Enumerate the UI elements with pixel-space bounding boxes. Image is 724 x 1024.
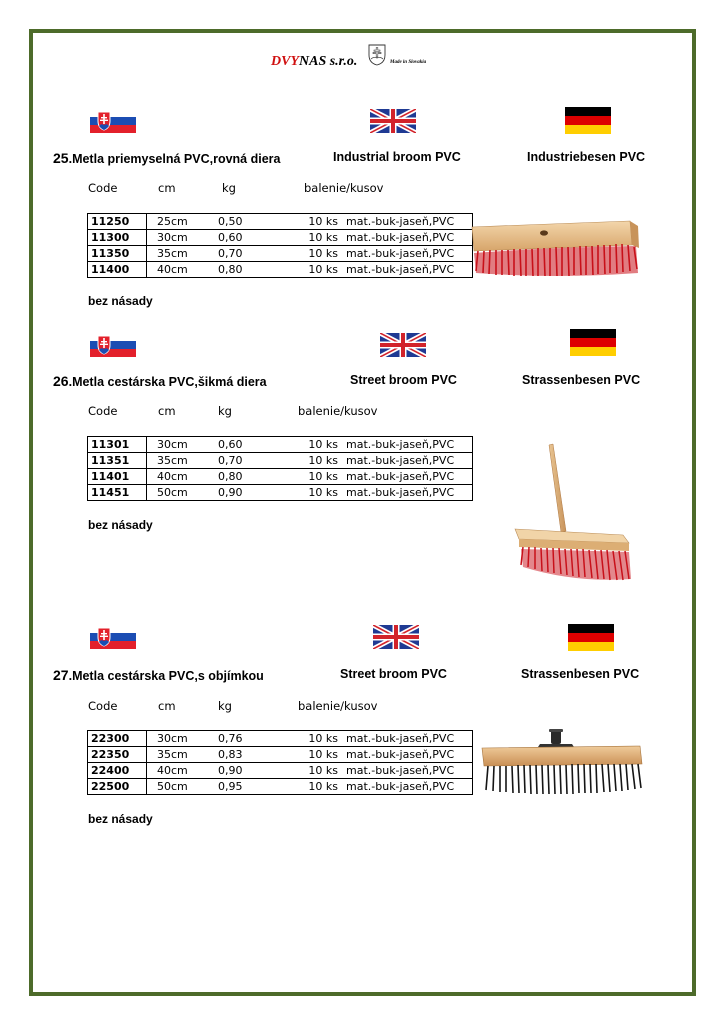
german-flag-icon xyxy=(570,329,616,356)
product-length: 35cm xyxy=(147,747,219,763)
product-weight: 0,60 xyxy=(218,437,278,453)
product-title-en: Street broom PVC xyxy=(340,667,447,681)
table-row xyxy=(88,262,473,278)
product-weight: 0,70 xyxy=(218,453,278,469)
table-row xyxy=(88,453,473,469)
product-title-sk: 26.Metla cestárska PVC,šikmá diera xyxy=(53,373,267,389)
product-length: 35cm xyxy=(147,453,219,469)
product-title-de: Strassenbesen PVC xyxy=(521,667,640,681)
product-weight: 0,76 xyxy=(218,731,278,747)
product-weight: 0,80 xyxy=(218,262,278,278)
product-code: 11451 xyxy=(88,485,147,501)
col-kg: kg xyxy=(222,181,236,195)
col-kg: kg xyxy=(218,404,232,418)
uk-flag-icon xyxy=(370,109,416,133)
note-no-handle: bez násady xyxy=(88,294,153,308)
product-code: 22400 xyxy=(88,763,147,779)
product-title-en: Industrial broom PVC xyxy=(333,150,461,164)
pack-quantity: 10 ks xyxy=(278,731,346,747)
product-weight: 0,80 xyxy=(218,469,278,485)
pack-quantity: 10 ks xyxy=(278,453,346,469)
col-code: Code xyxy=(88,181,118,195)
product-table-25 xyxy=(87,213,473,278)
product-code: 11301 xyxy=(88,437,147,453)
german-flag-icon xyxy=(565,107,611,134)
product-code: 11350 xyxy=(88,246,147,262)
col-pack: balenie/kusov xyxy=(298,699,378,713)
product-code: 22500 xyxy=(88,779,147,795)
product-material: mat.-buk-jaseň,PVC xyxy=(346,246,473,262)
note-no-handle: bez násady xyxy=(88,812,153,826)
product-length: 30cm xyxy=(147,230,219,246)
pack-quantity: 10 ks xyxy=(278,214,346,230)
col-pack: balenie/kusov xyxy=(304,181,384,195)
product-material: mat.-buk-jaseň,PVC xyxy=(346,731,473,747)
street-broom-with-handle-image xyxy=(505,443,640,588)
slovak-flag-icon xyxy=(90,333,136,357)
pack-quantity: 10 ks xyxy=(278,485,346,501)
slovak-flag-icon xyxy=(90,625,136,649)
col-cm: cm xyxy=(158,404,176,418)
table-row xyxy=(88,469,473,485)
product-material: mat.-buk-jaseň,PVC xyxy=(346,779,473,795)
pack-quantity: 10 ks xyxy=(278,763,346,779)
product-title-de: Strassenbesen PVC xyxy=(522,373,641,387)
col-pack: balenie/kusov xyxy=(298,404,378,418)
table-row xyxy=(88,747,473,763)
table-row xyxy=(88,246,473,262)
uk-flag-icon xyxy=(380,333,426,357)
product-material: mat.-buk-jaseň,PVC xyxy=(346,262,473,278)
product-length: 40cm xyxy=(147,469,219,485)
product-table-27 xyxy=(87,730,473,795)
product-weight: 0,70 xyxy=(218,246,278,262)
col-cm: cm xyxy=(158,699,176,713)
product-material: mat.-buk-jaseň,PVC xyxy=(346,485,473,501)
product-length: 30cm xyxy=(147,437,219,453)
made-in-label: Made in Slovakia xyxy=(390,60,427,65)
col-code: Code xyxy=(88,404,118,418)
product-material: mat.-buk-jaseň,PVC xyxy=(346,747,473,763)
product-table-26 xyxy=(87,436,473,501)
pack-quantity: 10 ks xyxy=(278,230,346,246)
product-title-sk: 25.Metla priemyselná PVC,rovná diera xyxy=(53,150,281,166)
slovak-flag-icon xyxy=(90,109,136,133)
col-cm: cm xyxy=(158,181,176,195)
pack-quantity: 10 ks xyxy=(278,779,346,795)
industrial-broom-image xyxy=(468,213,643,281)
product-length: 50cm xyxy=(147,485,219,501)
table-row xyxy=(88,485,473,501)
product-code: 22350 xyxy=(88,747,147,763)
product-code: 11250 xyxy=(88,214,147,230)
coat-of-arms-icon xyxy=(368,44,386,66)
product-length: 25cm xyxy=(147,214,219,230)
product-weight: 0,60 xyxy=(218,230,278,246)
product-material: mat.-buk-jaseň,PVC xyxy=(346,230,473,246)
table-row xyxy=(88,230,473,246)
page-header xyxy=(0,44,724,74)
product-material: mat.-buk-jaseň,PVC xyxy=(346,469,473,485)
product-length: 50cm xyxy=(147,779,219,795)
pack-quantity: 10 ks xyxy=(278,437,346,453)
table-row xyxy=(88,214,473,230)
table-row xyxy=(88,731,473,747)
product-title-de: Industriebesen PVC xyxy=(527,150,646,164)
pack-quantity: 10 ks xyxy=(278,262,346,278)
brand-name: DVYNAS s.r.o. xyxy=(271,54,358,69)
product-code: 11401 xyxy=(88,469,147,485)
table-row xyxy=(88,763,473,779)
table-row xyxy=(88,779,473,795)
col-kg: kg xyxy=(218,699,232,713)
product-weight: 0,50 xyxy=(218,214,278,230)
product-length: 40cm xyxy=(147,763,219,779)
product-weight: 0,90 xyxy=(218,763,278,779)
product-weight: 0,83 xyxy=(218,747,278,763)
product-length: 35cm xyxy=(147,246,219,262)
german-flag-icon xyxy=(568,624,614,651)
table-row xyxy=(88,437,473,453)
product-material: mat.-buk-jaseň,PVC xyxy=(346,214,473,230)
pack-quantity: 10 ks xyxy=(278,469,346,485)
product-weight: 0,95 xyxy=(218,779,278,795)
pack-quantity: 10 ks xyxy=(278,747,346,763)
street-broom-with-socket-image xyxy=(480,728,645,798)
product-title-en: Street broom PVC xyxy=(350,373,457,387)
product-length: 30cm xyxy=(147,731,219,747)
product-code: 11300 xyxy=(88,230,147,246)
note-no-handle: bez násady xyxy=(88,518,153,532)
pack-quantity: 10 ks xyxy=(278,246,346,262)
col-code: Code xyxy=(88,699,118,713)
uk-flag-icon xyxy=(373,625,419,649)
product-length: 40cm xyxy=(147,262,219,278)
product-material: mat.-buk-jaseň,PVC xyxy=(346,763,473,779)
product-code: 11351 xyxy=(88,453,147,469)
product-material: mat.-buk-jaseň,PVC xyxy=(346,453,473,469)
product-title-sk: 27.Metla cestárska PVC,s objímkou xyxy=(53,667,264,683)
product-material: mat.-buk-jaseň,PVC xyxy=(346,437,473,453)
product-code: 11400 xyxy=(88,262,147,278)
product-code: 22300 xyxy=(88,731,147,747)
product-weight: 0,90 xyxy=(218,485,278,501)
